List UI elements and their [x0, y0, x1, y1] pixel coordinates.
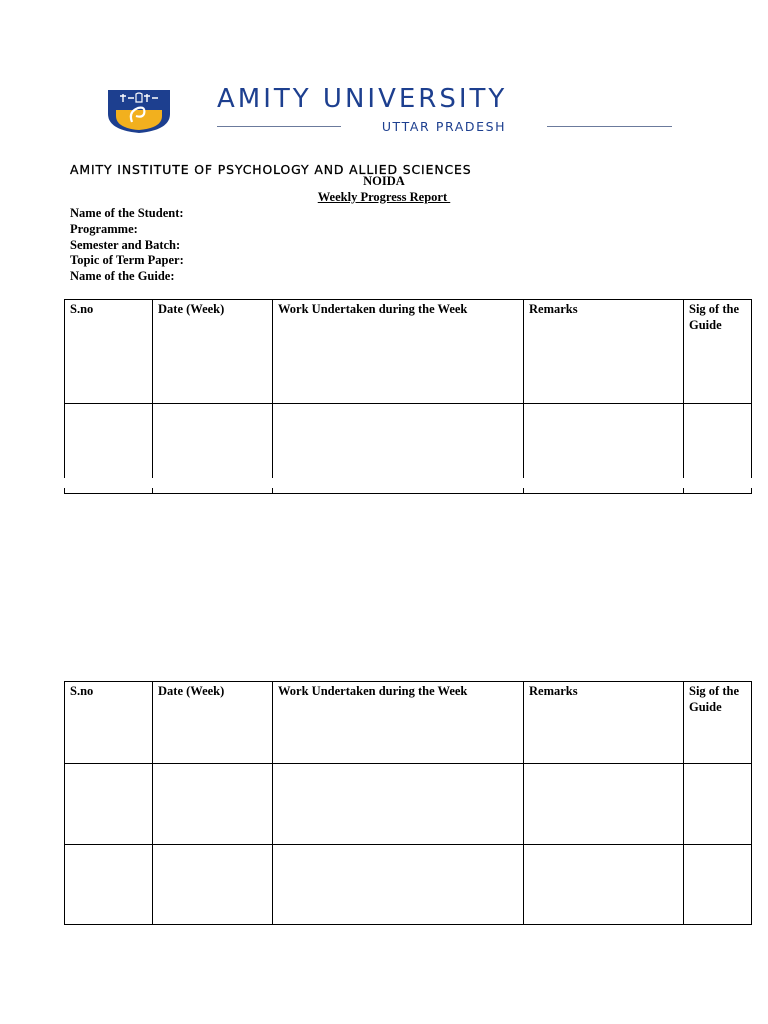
table-header-row: [65, 300, 752, 404]
page-break-mask: [60, 478, 760, 488]
university-name: AMITY UNIVERSITY: [217, 84, 508, 114]
header-remarks: Remarks: [524, 682, 684, 764]
progress-table-1: [64, 299, 752, 494]
field-student-name: Name of the Student:: [70, 206, 184, 220]
university-location: UTTAR PRADESH: [381, 119, 507, 134]
institute-location: NOIDA: [363, 174, 405, 188]
header-work-undertaken: Work Undertaken during the Week: [273, 682, 524, 764]
cell-remarks[interactable]: [524, 764, 684, 845]
progress-table-2: [64, 681, 752, 925]
table-row: [65, 845, 752, 925]
table-header-row: [65, 682, 752, 764]
cell-guide-signature[interactable]: [684, 764, 752, 845]
cell-sno[interactable]: [65, 764, 153, 845]
header-date-week: Date (Week): [153, 682, 273, 764]
field-guide-name: Name of the Guide:: [70, 269, 175, 284]
cell-work-undertaken[interactable]: [273, 845, 524, 925]
header-remarks: Remarks: [524, 300, 684, 404]
cell-date-week[interactable]: [153, 764, 273, 845]
header-sno: S.no: [65, 682, 153, 764]
institute-name: AMITY INSTITUTE OF PSYCHOLOGY AND ALLIED SCIENCES: [70, 162, 472, 177]
header-guide-signature: Sig of the Guide: [684, 300, 752, 404]
header-guide-signature: Sig of the Guide: [684, 682, 752, 764]
table-row: [65, 764, 752, 845]
university-location-banner: [217, 118, 672, 136]
amity-crest-icon: [106, 88, 172, 134]
cell-date-week[interactable]: [153, 845, 273, 925]
header-sno: S.no: [65, 300, 153, 404]
field-programme: Programme:: [70, 221, 138, 236]
divider-line: [547, 126, 672, 127]
report-title: Weekly Progress Report: [317, 190, 451, 204]
header-work-undertaken: Work Undertaken during the Week: [273, 300, 524, 404]
divider-line: [217, 126, 341, 127]
cell-work-undertaken[interactable]: [273, 764, 524, 845]
header-date-week: Date (Week): [153, 300, 273, 404]
cell-sno[interactable]: [65, 845, 153, 925]
cell-guide-signature[interactable]: [684, 845, 752, 925]
field-term-paper-topic: Topic of Term Paper:: [70, 253, 184, 268]
cell-remarks[interactable]: [524, 845, 684, 925]
field-semester-batch: Semester and Batch:: [70, 237, 181, 252]
student-details: [70, 206, 184, 285]
